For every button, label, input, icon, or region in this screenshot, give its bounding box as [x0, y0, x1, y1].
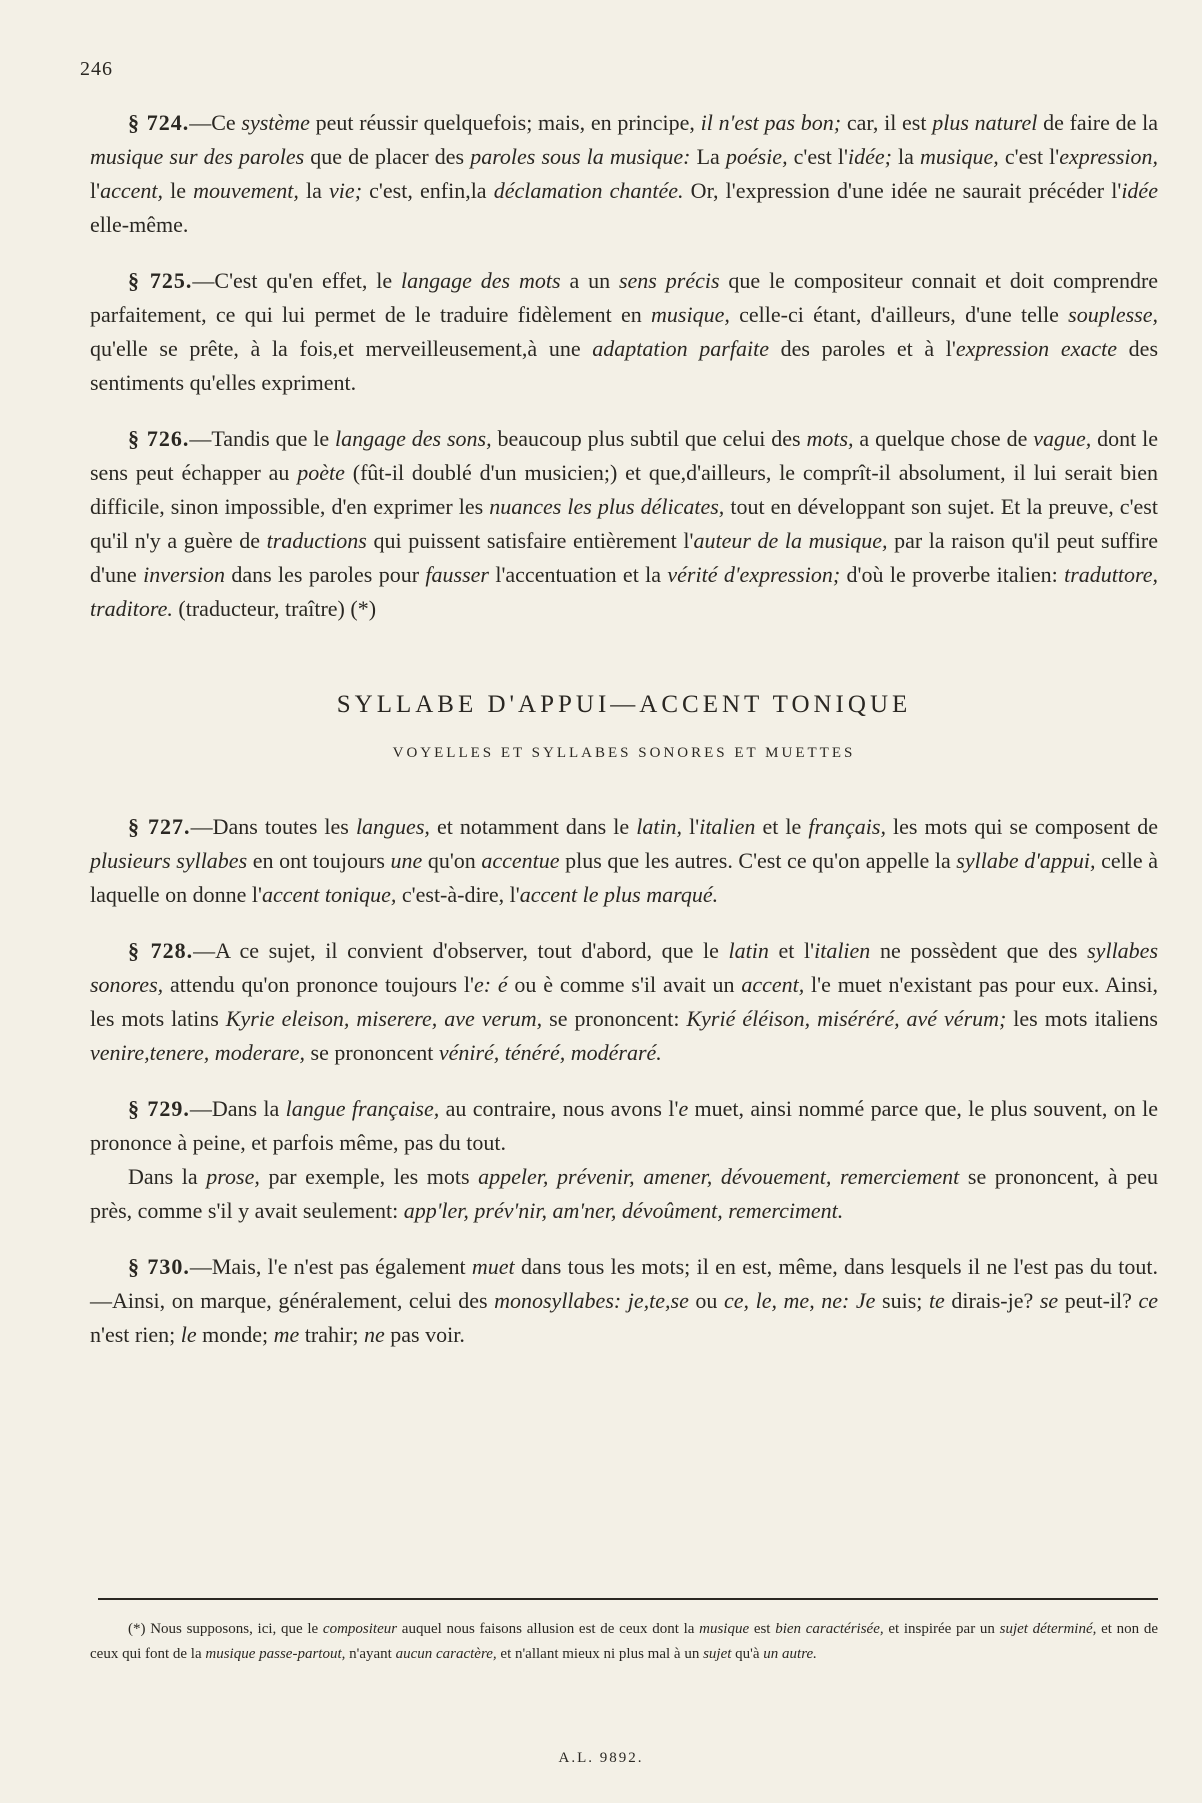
footnote-rule	[98, 1598, 1158, 1600]
paragraph-number: § 728.	[128, 938, 194, 963]
italic-phrase: prose,	[206, 1164, 260, 1189]
text-run: dans tous les mots; il en est, même, dans lesquels il ne l'est pas du tout.—Ainsi, on marque, généralement, celui des	[90, 1254, 1159, 1313]
text-run: le	[162, 178, 194, 203]
text-run: que de placer des	[304, 144, 471, 169]
paragraph	[90, 934, 1158, 1070]
section-heading	[90, 688, 1158, 770]
text-run: la	[891, 144, 920, 169]
text-run: dirais-je?	[944, 1288, 1040, 1313]
text-run: plus que les autres. C'est ce qu'on appelle la	[559, 848, 957, 873]
italic-phrase: véniré, ténéré, modéraré.	[438, 1040, 662, 1065]
text-run: c'est, enfin,la	[362, 178, 494, 203]
text-run: la	[298, 178, 330, 203]
text-run: tout en développant son sujet. Et la preuve, c'est qu'il n'y a guère de	[90, 494, 1158, 553]
italic-phrase: musique sur des paroles	[90, 144, 305, 169]
italic-phrase: ce, le, me, ne: Je	[724, 1288, 876, 1313]
italic-phrase: traduttore, traditore.	[90, 562, 1158, 621]
paragraph	[90, 422, 1158, 626]
italic-phrase: latin	[728, 938, 769, 963]
italic-phrase: latin,	[636, 814, 683, 839]
text-run: (*) Nous supposons, ici, que le	[128, 1621, 323, 1637]
italic-phrase: me	[273, 1322, 300, 1347]
italic-phrase: musique,	[651, 302, 730, 327]
text-run: muet, ainsi nommé parce que, le plus souvent, on le prononce à peine, et parfois même, pas du tout.	[90, 1096, 1159, 1155]
italic-phrase: te	[928, 1288, 945, 1313]
text-run: a un	[560, 268, 619, 293]
text-run: peut réussir quelquefois; mais, en principe,	[309, 110, 701, 135]
italic-phrase: mouvement,	[193, 178, 299, 203]
italic-phrase: langage des mots	[401, 268, 561, 293]
text-run: et l'	[768, 938, 815, 963]
paragraph	[90, 1250, 1158, 1352]
text-run: —Mais, l'e n'est pas également	[189, 1254, 472, 1279]
italic-phrase: accent,	[100, 178, 163, 203]
italic-phrase: mots,	[806, 426, 854, 451]
text-run: celle-ci étant, d'ailleurs, d'une telle	[729, 302, 1069, 327]
italic-phrase: ne	[364, 1322, 385, 1347]
paragraph-number: § 729.	[128, 1096, 190, 1121]
text-run: et non de ceux qui font de la	[90, 1621, 1158, 1662]
italic-phrase: sens précis	[618, 268, 720, 293]
italic-phrase: langue française,	[285, 1096, 440, 1121]
text-run: et le	[755, 814, 809, 839]
italic-phrase: Kyrie eleison, miserere, ave verum,	[225, 1006, 543, 1031]
italic-phrase: e: é	[473, 972, 508, 997]
text-run: l'	[90, 178, 101, 203]
italic-phrase: paroles sous la musique:	[470, 144, 691, 169]
italic-phrase: monosyllabes: je,te,se	[494, 1288, 689, 1313]
italic-phrase: expression,	[1059, 144, 1158, 169]
text-run: par exemple, les mots	[259, 1164, 479, 1189]
italic-phrase: musique,	[919, 144, 999, 169]
italic-phrase: système	[241, 110, 310, 135]
text-run: car, il est	[841, 110, 933, 135]
italic-phrase: nuances les plus délicates,	[489, 494, 725, 519]
text-run: que le compositeur connait et doit comprendre parfaitement, ce qui lui permet de le traduire fidèlement en	[90, 268, 1159, 327]
text-run: pas voir.	[384, 1322, 465, 1347]
text-run: elle-même.	[90, 212, 189, 237]
text-run: trahir;	[299, 1322, 365, 1347]
text-run: au contraire, nous avons l'	[439, 1096, 679, 1121]
italic-phrase: e	[678, 1096, 689, 1121]
text-run: —Dans la	[189, 1096, 286, 1121]
italic-phrase: musique passe-partout,	[205, 1646, 346, 1662]
text-run: dont le sens peut échapper au	[90, 426, 1159, 485]
italic-phrase: accent,	[741, 972, 805, 997]
paragraphs-after-section	[90, 810, 1158, 1352]
text-run: peut-il?	[1058, 1288, 1139, 1313]
catalog-mark: A.L. 9892.	[558, 1750, 644, 1766]
italic-phrase: adaptation parfaite	[592, 336, 769, 361]
italic-phrase: venire,tenere, moderare,	[90, 1040, 306, 1065]
text-run: auquel nous faisons allusion est de ceux dont la	[397, 1621, 700, 1637]
text-run: d'où le proverbe italien:	[840, 562, 1065, 587]
italic-phrase: accentue	[481, 848, 560, 873]
italic-phrase: aucun caractère,	[395, 1646, 497, 1662]
text-run: n'est rien;	[90, 1322, 181, 1347]
text-run: Dans la	[128, 1164, 207, 1189]
italic-phrase: une	[390, 848, 423, 873]
text-run: —Tandis que le	[189, 426, 336, 451]
italic-phrase: bien caractérisée,	[775, 1621, 884, 1637]
text-run: dans les paroles pour	[224, 562, 426, 587]
text-run: et notamment dans le	[429, 814, 637, 839]
paragraphs-before-section	[90, 106, 1158, 626]
italic-phrase: traductions	[266, 528, 367, 553]
text-run: de faire de la	[1037, 110, 1159, 135]
text-run: —Ce	[189, 110, 242, 135]
italic-phrase: français,	[808, 814, 886, 839]
italic-phrase: idée;	[847, 144, 892, 169]
text-run: l'e muet n'existant pas pour eux. Ainsi, les mots latins	[90, 972, 1158, 1031]
text-run: des paroles et à l'	[768, 336, 956, 361]
text-run: —A ce sujet, il convient d'observer, tout d'abord, que le	[193, 938, 729, 963]
italic-phrase: Kyrié éléison, miséréré, avé vérum;	[686, 1006, 1007, 1031]
body-text	[90, 106, 1158, 1352]
paragraph-number: § 730.	[128, 1254, 190, 1279]
text-run: n'ayant	[345, 1646, 396, 1662]
italic-phrase: un autre.	[763, 1646, 817, 1662]
italic-phrase: idée	[1121, 178, 1158, 203]
italic-phrase: muet	[471, 1254, 515, 1279]
paragraph-number: § 725.	[128, 268, 193, 293]
italic-phrase: compositeur	[322, 1621, 398, 1637]
text-run: beaucoup plus subtil que celui des	[491, 426, 807, 451]
italic-phrase: musique	[699, 1621, 750, 1637]
text-run: l'	[682, 814, 700, 839]
text-run: c'est l'	[787, 144, 848, 169]
paragraph	[90, 810, 1158, 912]
italic-phrase: ce	[1138, 1288, 1158, 1313]
text-run: ne possèdent que des	[870, 938, 1088, 963]
text-run: Or, l'expression d'une idée ne saurait précéder l'	[683, 178, 1122, 203]
paragraph-number: § 726.	[128, 426, 190, 451]
italic-phrase: langues,	[355, 814, 430, 839]
text-run: suis;	[875, 1288, 929, 1313]
italic-phrase: expression exacte	[955, 336, 1118, 361]
text-run: qu'on	[422, 848, 482, 873]
italic-phrase: souplesse,	[1068, 302, 1158, 327]
text-run: se prononcent	[305, 1040, 439, 1065]
italic-phrase: inversion	[143, 562, 225, 587]
paragraph	[90, 1092, 1158, 1160]
text-run: (traducteur, traître) (*)	[172, 596, 377, 621]
italic-phrase: se	[1039, 1288, 1059, 1313]
section-subtitle: VOYELLES ET SYLLABES SONORES ET MUETTES	[392, 745, 856, 761]
italic-phrase: le	[180, 1322, 197, 1347]
italic-phrase: poésie,	[725, 144, 788, 169]
italic-phrase: auteur de la musique,	[693, 528, 888, 553]
text-run: —Dans toutes les	[190, 814, 356, 839]
paragraph	[90, 1160, 1158, 1228]
text-run: et n'allant mieux ni plus mal à un	[496, 1646, 704, 1662]
text-run: qu'elle se prête, à la fois,et merveilleusement,à une	[90, 336, 593, 361]
text-run: —C'est qu'en effet, le	[192, 268, 402, 293]
footnote	[90, 1617, 1158, 1667]
text-run: c'est-à-dire, l'	[396, 882, 520, 907]
page-number: 246	[80, 58, 113, 80]
paragraph	[90, 264, 1158, 400]
paragraph-number: § 724.	[128, 110, 190, 135]
text-run: par la raison qu'il peut suffire d'une	[90, 528, 1158, 587]
text-run: est	[749, 1621, 776, 1637]
italic-phrase: plusieurs syllabes	[90, 848, 248, 873]
italic-phrase: vérité d'expression;	[667, 562, 841, 587]
italic-phrase: accent le plus marqué.	[519, 882, 719, 907]
text-run: a quelque chose de	[853, 426, 1034, 451]
text-run: monde;	[196, 1322, 274, 1347]
paragraph	[90, 106, 1158, 242]
text-run: les mots qui se composent de	[885, 814, 1159, 839]
text-run: se prononcent:	[542, 1006, 687, 1031]
text-run: c'est l'	[998, 144, 1060, 169]
italic-phrase: vie;	[329, 178, 363, 203]
italic-phrase: il n'est pas bon;	[700, 110, 842, 135]
italic-phrase: fausser	[425, 562, 489, 587]
text-run: qu'à	[731, 1646, 764, 1662]
italic-phrase: italien	[699, 814, 756, 839]
text-run: des sentiments qu'elles expriment.	[90, 336, 1159, 395]
text-run: La	[690, 144, 726, 169]
text-run: l'accentuation et la	[488, 562, 668, 587]
italic-phrase: app'ler, prév'nir, am'ner, dévoûment, remerciment.	[403, 1198, 844, 1223]
text-run: qui puissent satisfaire entièrement l'	[366, 528, 694, 553]
italic-phrase: syllabe d'appui,	[956, 848, 1096, 873]
text-run: en ont toujours	[247, 848, 391, 873]
italic-phrase: italien	[814, 938, 871, 963]
italic-phrase: déclamation chantée.	[493, 178, 684, 203]
italic-phrase: langage des sons,	[335, 426, 492, 451]
text-run: celle à laquelle on donne l'	[90, 848, 1158, 907]
italic-phrase: appeler, prévenir, amener, dévouement, remerciement	[478, 1164, 960, 1189]
italic-phrase: sujet	[703, 1646, 732, 1662]
text-run: attendu qu'on prononce toujours l'	[163, 972, 474, 997]
italic-phrase: vague,	[1033, 426, 1092, 451]
italic-phrase: poète	[297, 460, 345, 485]
text-run: et inspirée par un	[883, 1621, 1000, 1637]
text-run: les mots italiens	[1006, 1006, 1158, 1031]
italic-phrase: accent tonique,	[261, 882, 397, 907]
italic-phrase: plus naturel	[932, 110, 1038, 135]
section-title: SYLLABE D'APPUI—ACCENT TONIQUE	[336, 691, 912, 718]
text-run: (fût-il doublé d'un musicien;) et que,d'ailleurs, le comprît-il absolument, il lui serait bien difficile, sinon impossible, d'en exprimer les	[90, 460, 1158, 519]
text-run: ou è comme s'il avait un	[507, 972, 742, 997]
text-run: ou	[688, 1288, 724, 1313]
italic-phrase: sujet déterminé,	[999, 1621, 1097, 1637]
italic-phrase: syllabes sonores,	[90, 938, 1159, 997]
text-run: se prononcent, à peu près, comme s'il y avait seulement:	[90, 1164, 1158, 1223]
paragraph-number: § 727.	[128, 814, 191, 839]
